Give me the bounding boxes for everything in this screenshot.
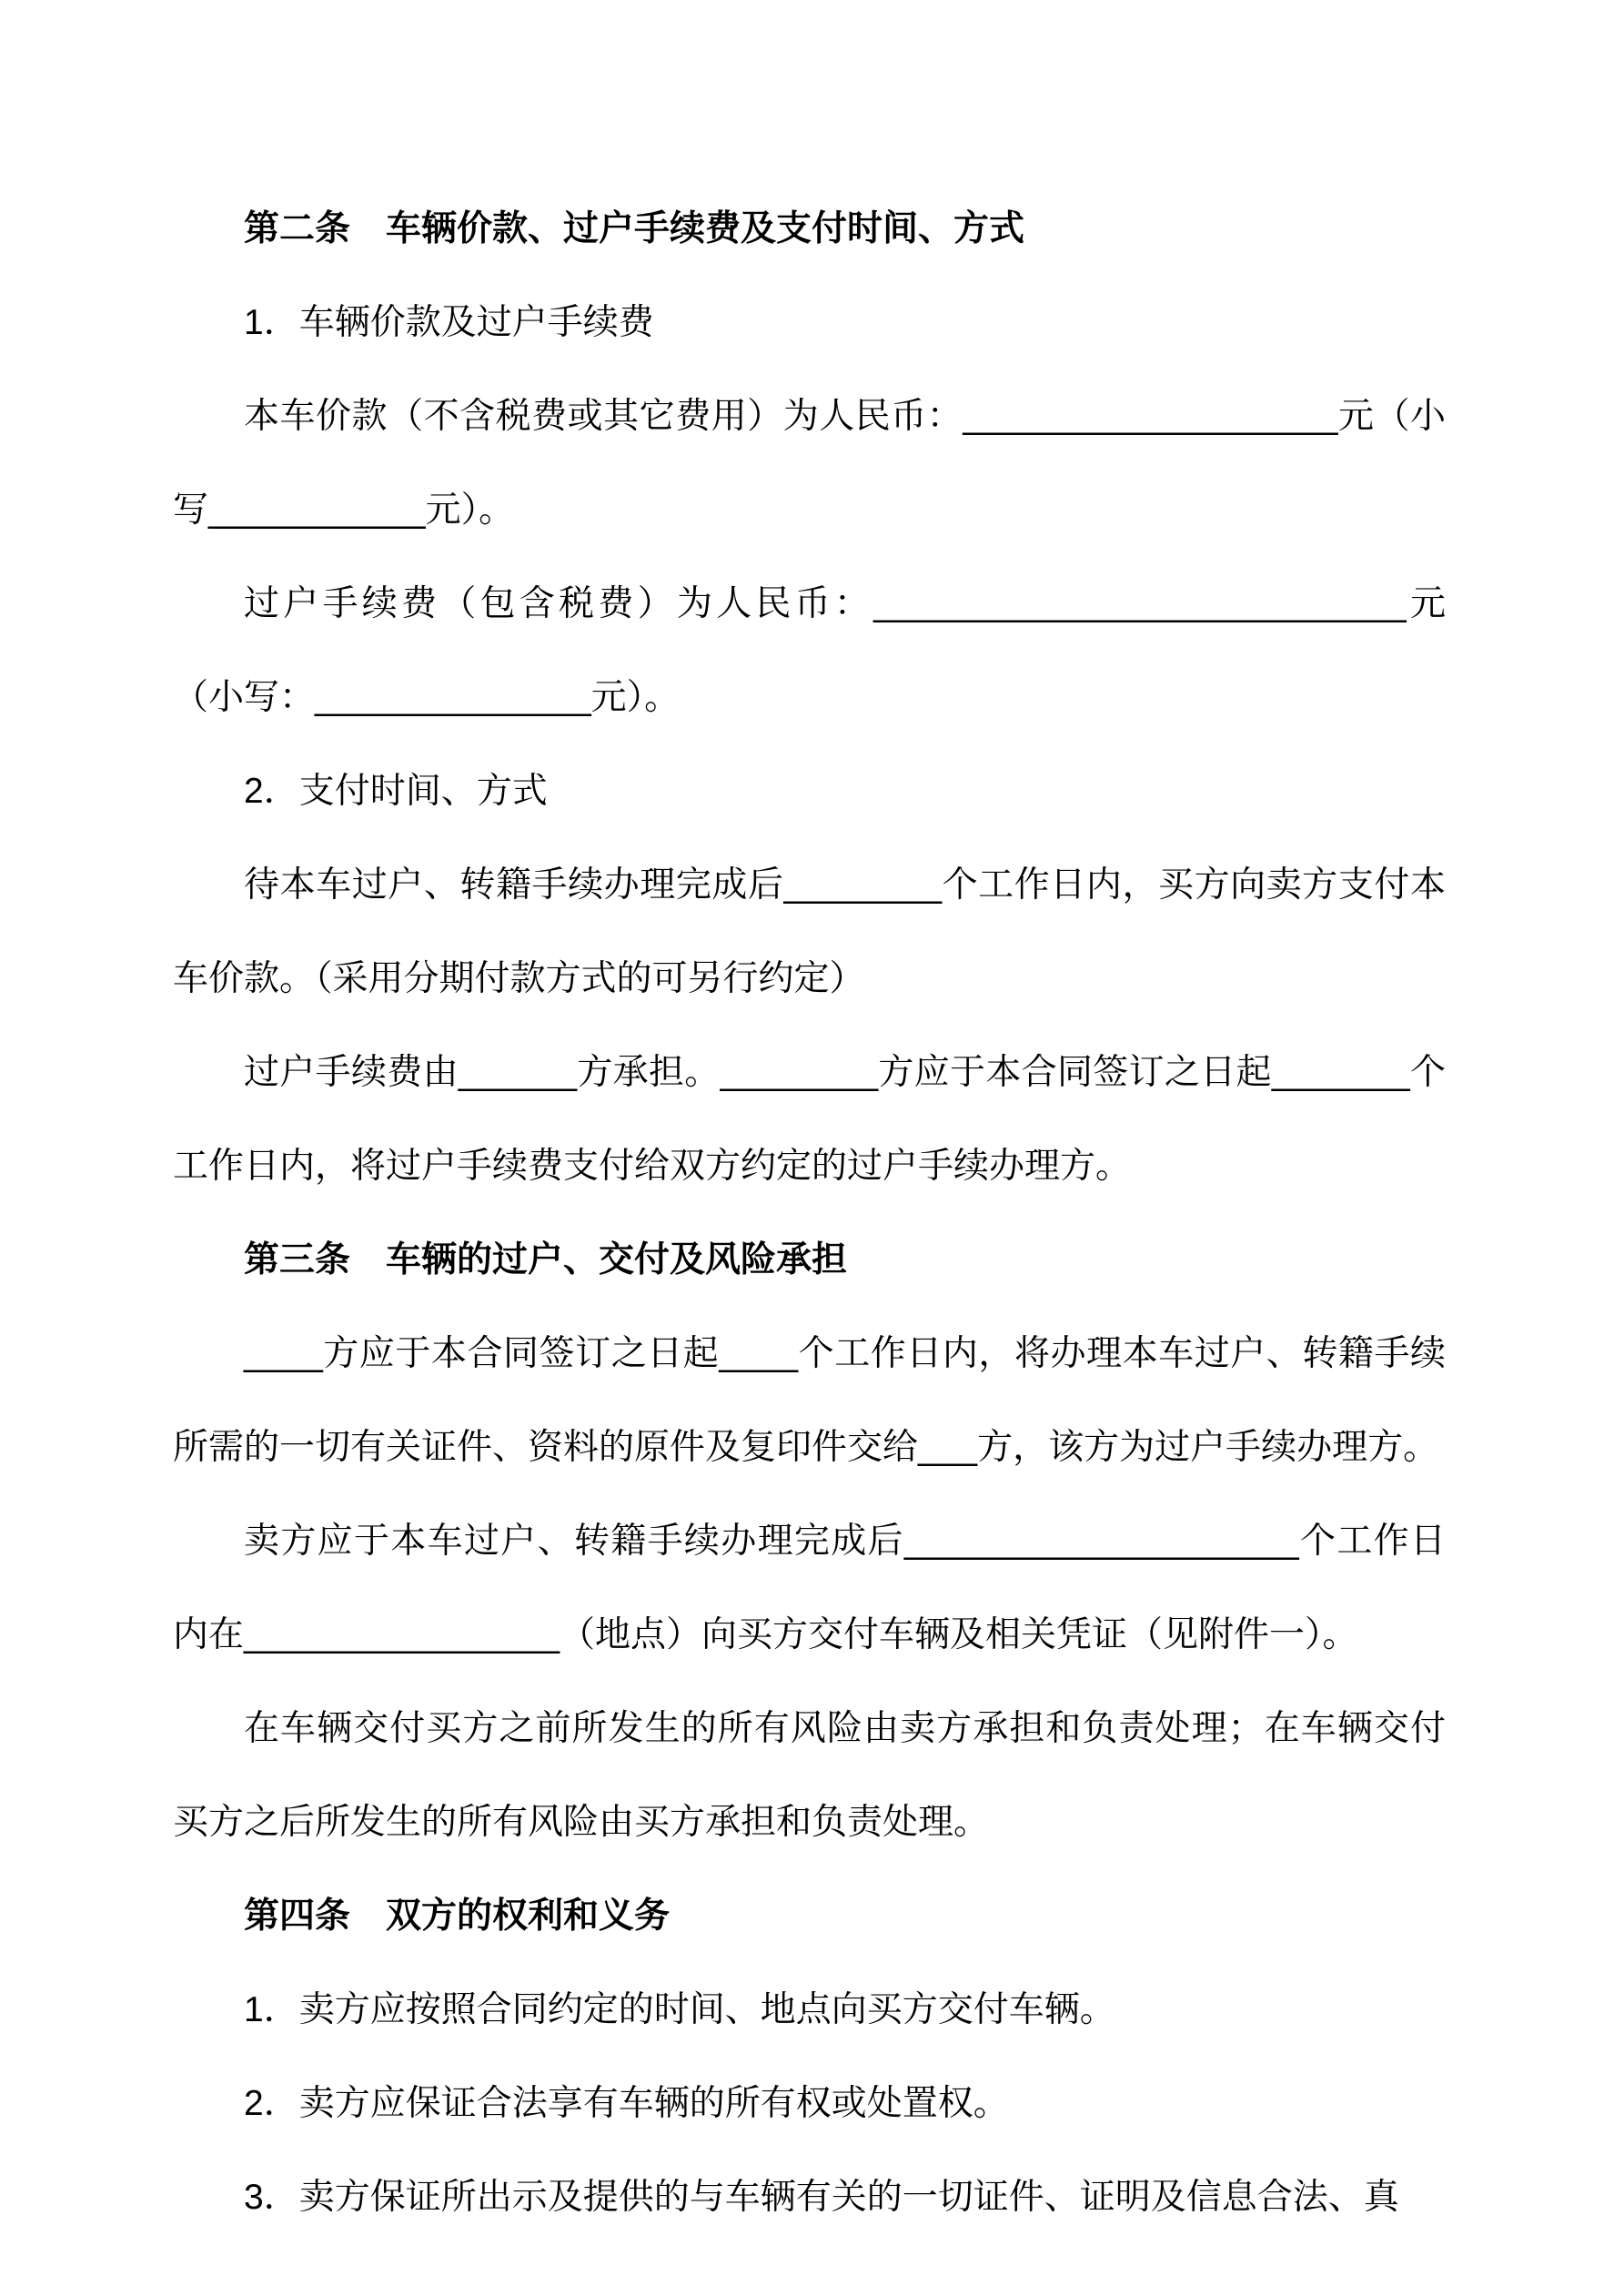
clause-payment-terms: 待本车过户、转籍手续办理完成后________个工作日内，买方向卖方支付本车价款。（采用分期付款方式的可另行约定） [173,865,1446,998]
article-3-heading: 第三条 车辆的过户、交付及风险承担 [244,1240,848,1279]
article-2-heading: 第二条 车辆价款、过户手续费及支付时间、方式 [244,209,1025,248]
clause-obligation-3: 3．卖方保证所出示及提供的与车辆有关的一切证件、证明及信息合法、真 [244,2178,1399,2217]
clause-obligation-2: 2．卖方应保证合法享有车辆的所有权或处置权。 [244,2084,1009,2123]
article-4-heading: 第四条 双方的权利和义务 [244,1896,671,1936]
contract-body [173,182,1446,2244]
clause-price-and-fee-title: 1．车辆价款及过户手续费 [244,303,654,342]
clause-transfer-documents: ____方应于本合同签订之日起____个工作日内，将办理本车过户、转籍手续所需的一切有关证件、资料的原件及复印件交给___方，该方为过户手续办理方。 [173,1334,1446,1467]
clause-payment-time-title: 2．支付时间、方式 [244,772,548,811]
clause-obligation-1: 1．卖方应按照合同约定的时间、地点向买方交付车辆。 [244,1990,1115,2029]
clause-vehicle-price: 本车价款（不含税费或其它费用）为人民币：___________________元（小写___________元）。 [173,397,1446,530]
clause-risk-bearing: 在车辆交付买方之前所发生的所有风险由卖方承担和负责处理；在车辆交付买方之后所发生的所有风险由买方承担和负责处理。 [173,1709,1446,1842]
clause-vehicle-delivery: 卖方应于本车过户、转籍手续办理完成后____________________个工作日内在________________（地点）向买方交付车辆及相关凭证（见附件一）。 [173,1522,1446,1654]
clause-fee-bearer: 过户手续费由______方承担。________方应于本合同签订之日起_______个工作日内，将过户手续费支付给双方约定的过户手续办理方。 [173,1053,1446,1186]
clause-transfer-fee: 过户手续费（包含税费）为人民币：___________________________元（小写：______________元）。 [173,584,1446,717]
